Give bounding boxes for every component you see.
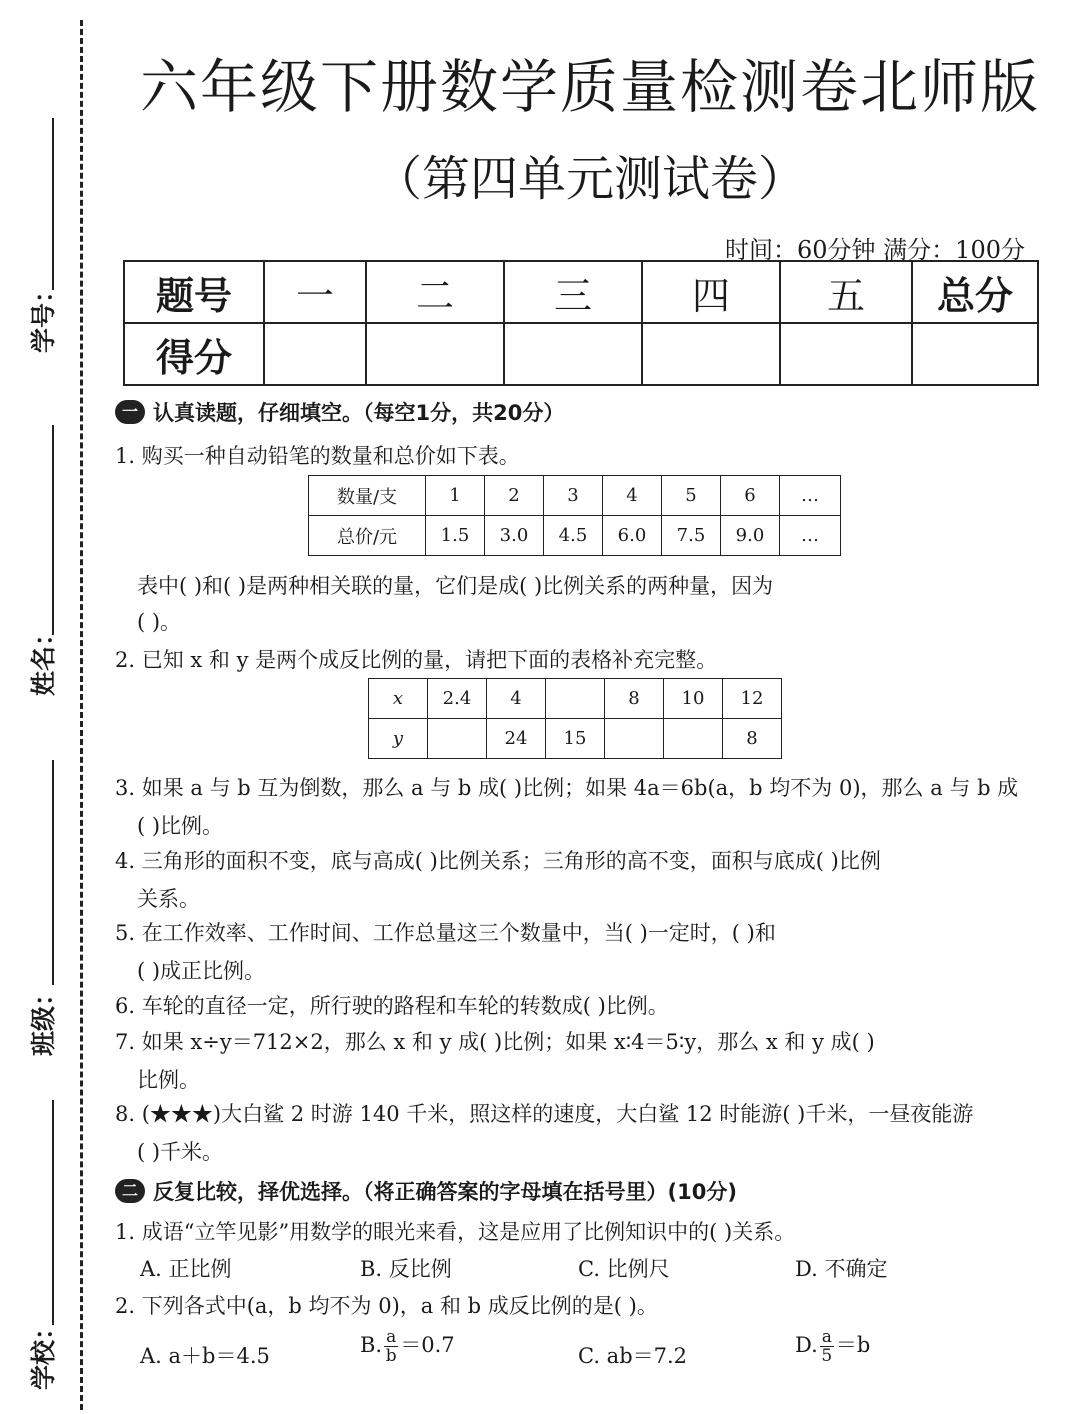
table-cell: … [780, 516, 841, 556]
question-7-line-1: 7. 如果 x÷y＝712×2，那么 x 和 y 成( )比例；如果 x∶4＝5∶y，那么 x 和 y 成( ) [115, 1030, 875, 1054]
question-5-line-2: ( )成正比例。 [137, 959, 266, 983]
score-table-score-row [124, 323, 1038, 385]
score-row-label: 得分 [124, 323, 264, 385]
table-row [369, 719, 782, 759]
table-row-label: x [369, 679, 428, 719]
choice-question-2: 2. 下列各式中(a，b 均不为 0)，a 和 b 成反比例的是( )。 [115, 1294, 658, 1318]
choice-2-option-c: C. ab＝7.2 [578, 1344, 688, 1368]
question-3-line-2: ( )比例。 [137, 814, 224, 838]
option-b-prefix: B. [360, 1333, 383, 1357]
score-input-cell[interactable] [264, 323, 366, 385]
table-cell: 8 [605, 679, 664, 719]
question-1-line-2: ( )。 [137, 610, 182, 634]
score-header-cell: 二 [366, 261, 504, 323]
question-8-line-2: ( )千米。 [137, 1140, 224, 1164]
school-line [52, 1100, 54, 1325]
choice-2-option-a: A. a＋b＝4.5 [140, 1344, 270, 1368]
table-cell [428, 719, 487, 759]
name-line [52, 425, 54, 635]
table-cell: 10 [664, 679, 723, 719]
question-6: 6. 车轮的直径一定，所行驶的路程和车轮的转数成( )比例。 [115, 994, 669, 1018]
page-title: 六年级下册数学质量检测卷北师版 [139, 53, 1040, 121]
table-cell: 5 [662, 476, 721, 516]
choice-1-option-b: B. 反比例 [360, 1257, 452, 1281]
section-two-badge: 二 [115, 1179, 145, 1203]
table-cell: 8 [723, 719, 782, 759]
table-cell: 24 [487, 719, 546, 759]
section-one-header [115, 397, 564, 427]
table-row [369, 679, 782, 719]
section-one-title: 认真读题，仔细填空。（每空1分，共20分） [153, 401, 565, 425]
table-cell: … [780, 476, 841, 516]
choice-2-option-b [360, 1328, 455, 1365]
question-2-stem: 2. 已知 x 和 y 是两个成反比例的量，请把下面的表格补充完整。 [115, 648, 718, 672]
question-4-line-2: 关系。 [137, 887, 200, 911]
option-b-suffix: ＝0.7 [400, 1333, 455, 1357]
score-header-cell: 五 [780, 261, 912, 323]
choice-2-option-d [795, 1328, 870, 1365]
option-d-prefix: D. [795, 1333, 818, 1357]
table-row [309, 476, 841, 516]
option-d-suffix: ＝b [835, 1333, 871, 1357]
table-cell [664, 719, 723, 759]
question-1-line-1: 表中( )和( )是两种相关联的量，它们是成( )比例关系的两种量，因为 [137, 574, 774, 598]
student-no-label: 学号： [29, 277, 58, 353]
table-row-label: 总价/元 [309, 516, 426, 556]
choice-1-option-d: D. 不确定 [795, 1257, 888, 1281]
fraction-denominator: 5 [821, 1346, 833, 1366]
table-cell: 6 [721, 476, 780, 516]
table-cell: 6.0 [603, 516, 662, 556]
choice-question-1: 1. 成语“立竿见影”用数学的眼光来看，这是应用了比例知识中的( )关系。 [115, 1220, 796, 1244]
fraction-numerator: a [821, 1327, 832, 1347]
school-label: 学校： [29, 1314, 58, 1390]
score-input-cell[interactable] [912, 323, 1038, 385]
question-1-stem: 1. 购买一种自动铅笔的数量和总价如下表。 [115, 444, 520, 468]
page-subtitle: （第四单元测试卷） [373, 151, 806, 207]
table-cell: 4 [487, 679, 546, 719]
inverse-proportion-table [368, 678, 782, 759]
table-cell: 1.5 [426, 516, 485, 556]
class-label: 班级： [29, 980, 58, 1056]
binding-dashed-line [80, 20, 83, 1410]
score-table [123, 260, 1039, 386]
table-cell: 4.5 [544, 516, 603, 556]
class-line [52, 760, 54, 985]
question-8-line-1: 8. (★★★)大白鲨 2 时游 140 千米，照这样的速度，大白鲨 12 时能游( )千米，一昼夜能游 [115, 1102, 974, 1126]
table-row-label: y [369, 719, 428, 759]
score-input-cell[interactable] [366, 323, 504, 385]
question-4-line-1: 4. 三角形的面积不变，底与高成( )比例关系；三角形的高不变，面积与底成( )比例 [115, 849, 881, 873]
score-header-cell: 四 [642, 261, 780, 323]
table-cell: 3.0 [485, 516, 544, 556]
table-cell: 7.5 [662, 516, 721, 556]
table-cell: 15 [546, 719, 605, 759]
section-two-header [115, 1176, 737, 1206]
pencil-price-table [308, 475, 841, 556]
score-input-cell[interactable] [642, 323, 780, 385]
table-cell: 1 [426, 476, 485, 516]
table-cell: 2 [485, 476, 544, 516]
question-7-line-2: 比例。 [137, 1068, 200, 1092]
table-cell [546, 679, 605, 719]
fraction-denominator: b [385, 1346, 397, 1366]
student-no-line [52, 118, 54, 290]
score-header-cell: 总分 [912, 261, 1038, 323]
table-cell [605, 719, 664, 759]
table-cell: 4 [603, 476, 662, 516]
score-header-cell: 一 [264, 261, 366, 323]
choice-1-option-a: A. 正比例 [140, 1257, 232, 1281]
option-b-fraction [384, 1328, 398, 1365]
time-score-info: 时间：60分钟 满分：100分 [725, 236, 1025, 264]
table-row [309, 516, 841, 556]
section-two-title: 反复比较，择优选择。（将正确答案的字母填在括号里）(10分) [153, 1180, 737, 1204]
score-input-cell[interactable] [780, 323, 912, 385]
choice-1-option-c: C. 比例尺 [578, 1257, 670, 1281]
table-cell: 2.4 [428, 679, 487, 719]
name-label: 姓名： [29, 620, 58, 696]
table-cell: 9.0 [721, 516, 780, 556]
table-cell: 3 [544, 476, 603, 516]
score-input-cell[interactable] [504, 323, 642, 385]
score-header-cell: 题号 [124, 261, 264, 323]
table-row-label: 数量/支 [309, 476, 426, 516]
question-5-line-1: 5. 在工作效率、工作时间、工作总量这三个数量中，当( )一定时，( )和 [115, 921, 776, 945]
fraction-numerator: a [386, 1327, 397, 1347]
option-d-fraction [820, 1328, 834, 1365]
table-cell: 12 [723, 679, 782, 719]
score-table-header-row [124, 261, 1038, 323]
score-header-cell: 三 [504, 261, 642, 323]
section-one-badge: 一 [115, 400, 145, 424]
question-3-line-1: 3. 如果 a 与 b 互为倒数，那么 a 与 b 成( )比例；如果 4a＝6b(a，b 均不为 0)，那么 a 与 b 成 [115, 776, 1019, 800]
